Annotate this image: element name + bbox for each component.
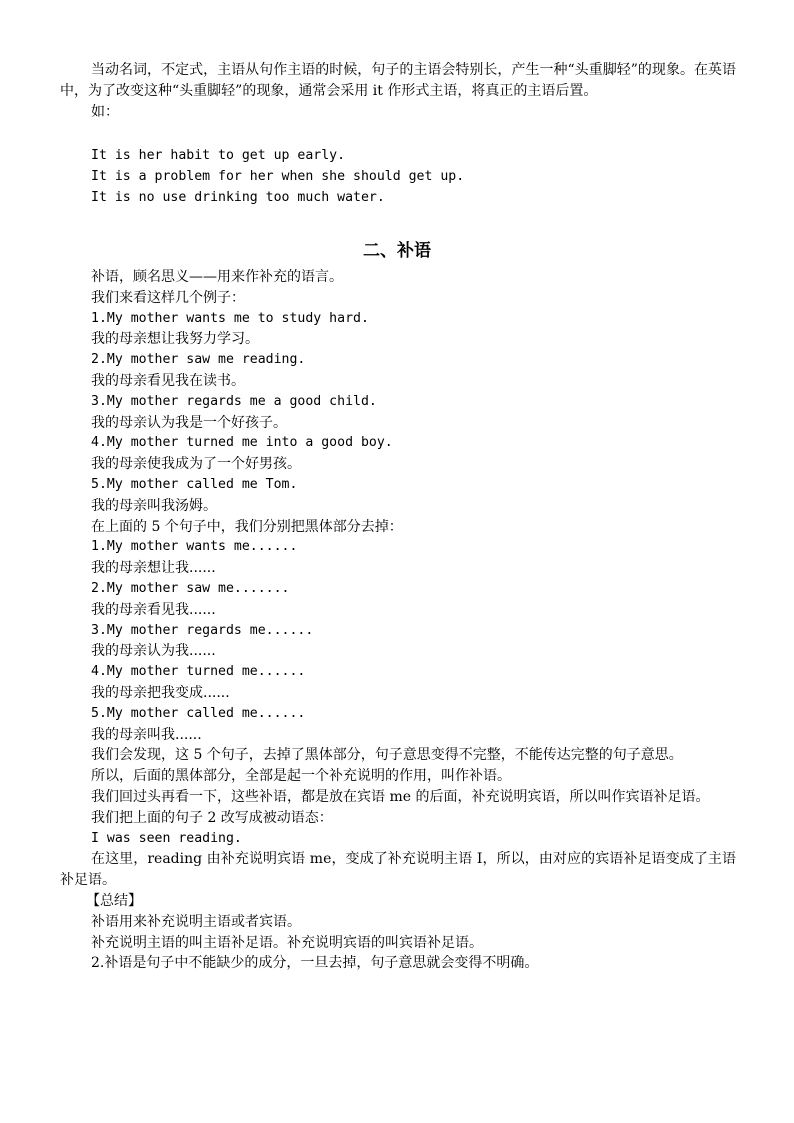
example-sentence: 1.My mother wants me to study hard. [91,310,369,326]
complement-section [60,267,736,974]
it-example-1: It is her habit to get up early. [91,148,346,163]
truncated-sentence: 3.My mother regards me...... [91,622,314,638]
body-paragraph: 在这里，reading 由补充说明宾语 me，变成了补充说明主语 I，所以，由对应的宾语补足语变成了主语补足语。 [60,851,736,889]
body-paragraph: 我们回过头再看一下，这些补语，都是放在宾语 me 的后面，补充说明宾语，所以叫作宾语补足语。 [91,788,710,805]
body-line: 我们来看这样几个例子： [91,289,245,306]
example-translation: 我的母亲使我成为了一个好男孩。 [91,456,301,473]
example-translation: 我的母亲看见我在读书。 [91,372,245,389]
body-line: 在上面的 5 个句子中，我们分别把黑体部分去掉： [91,518,403,535]
body-paragraph: 所以，后面的黑体部分，全部是起一个补充说明的作用，叫作补语。 [91,768,511,785]
body-line: 补语，顾名思义——用来作补充的语言。 [91,269,343,285]
example-translation: 我的母亲叫我汤姆。 [91,497,217,514]
summary-item: 补充说明主语的叫主语补足语。补充说明宾语的叫宾语补足语。 [91,934,483,951]
truncated-sentence: 4.My mother turned me...... [91,664,306,680]
intro-section [60,60,736,123]
truncated-sentence: 5.My mother called me...... [91,705,306,721]
example-sentence: 2.My mother saw me reading. [91,352,306,368]
intro-ru-label: 如： [91,104,119,120]
it-example-3: It is no use drinking too much water. [91,190,385,205]
body-paragraph: 我们会发现，这 5 个句子，去掉了黑体部分，句子意思变得不完整，不能传达完整的句子意思。 [91,747,683,764]
truncated-translation: 我的母亲想让我...... [91,560,216,577]
summary-item: 2.补语是句子中不能缺少的成分，一旦去掉，句子意思就会变得不明确。 [91,955,539,972]
body-paragraph: 我们把上面的句子 2 改写成被动语态： [91,809,333,826]
example-translation: 我的母亲认为我是一个好孩子。 [91,414,287,431]
summary-item: 补语用来补充说明主语或者宾语。 [91,913,301,930]
section-heading: 二、补语 [363,241,431,261]
example-sentence: 3.My mother regards me a good child. [91,393,377,409]
it-example-2: It is a problem for her when she should get up. [91,169,465,184]
example-sentence: 4.My mother turned me into a good boy. [91,435,393,451]
example-sentence: 5.My mother called me Tom. [91,476,298,492]
truncated-translation: 我的母亲认为我...... [91,643,216,660]
truncated-translation: 我的母亲看见我...... [91,601,216,618]
truncated-translation: 我的母亲把我变成...... [91,684,230,701]
example-translation: 我的母亲想让我努力学习。 [91,331,259,348]
truncated-sentence: 1.My mother wants me...... [91,539,298,555]
truncated-translation: 我的母亲叫我...... [91,726,202,743]
summary-title: 【总结】 [86,892,142,909]
intro-paragraph: 当动名词，不定式，主语从句作主语的时候，句子的主语会特别长，产生一种“头重脚轻”的现象。在英语中，为了改变这种“头重脚轻”的现象，通常会采用 it 作形式主语，将真正的主语后置。 [60,62,736,99]
passive-example: I was seen reading. [91,830,242,846]
truncated-sentence: 2.My mother saw me....... [91,580,290,596]
